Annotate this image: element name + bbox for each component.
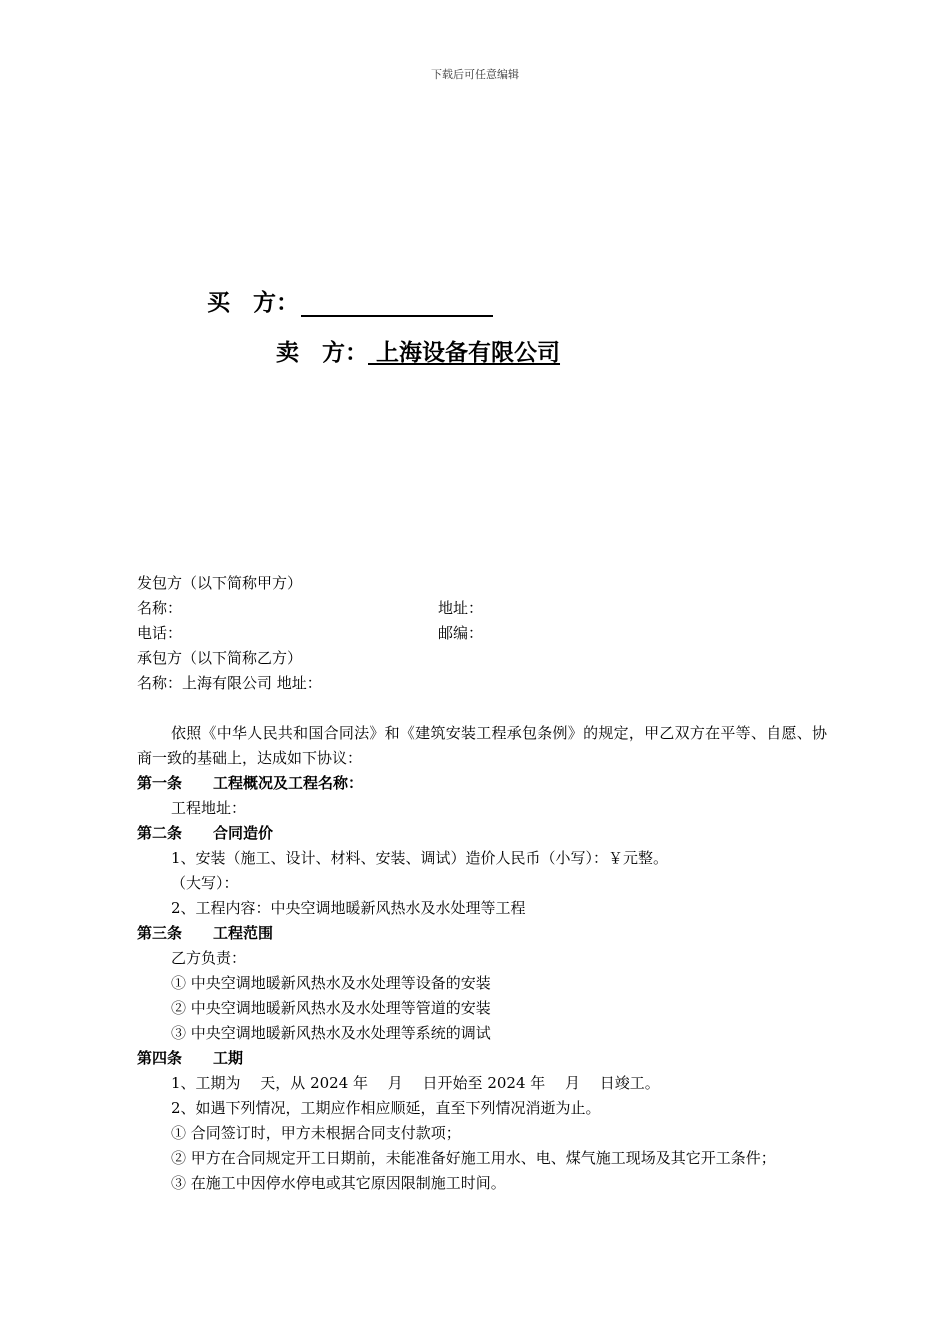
article-3-number: 第三条 [137,924,183,942]
buyer-label: 买 方： [207,290,299,316]
contract-body [137,571,827,1196]
article-4-line-1: 1、工期为 天，从 2024 年 月 日开始至 2024 年 月 日竣工。 [171,1074,660,1092]
article-2-line-2: （大写）： [171,874,239,892]
seller-name: 上海设备有限公司 [368,340,561,366]
blank-line [137,696,827,721]
article-4-line-2: 2、如遇下列情况，工期应作相应顺延，直至下列情况消逝为止。 [171,1099,601,1117]
article-3-line-1: 乙方负责： [171,949,247,967]
article-4-line-3: ① 合同签订时，甲方未根据合同支付款项； [171,1124,461,1142]
article-4-title: 工期 [213,1049,244,1067]
article-2-line-1: 1、安装（施工、设计、材料、安装、调试）造价人民币（小写）：￥元整。 [171,849,669,867]
intro-paragraph: 依照《中华人民共和国合同法》和《建筑安装工程承包条例》的规定，甲乙双方在平等、自愿、协商一致的基础上，达成如下协议： [137,724,827,767]
employer-phone-row [137,621,827,646]
article-1-number: 第一条 [137,774,183,792]
header-note: 下载后可任意编辑 [431,68,519,81]
article-3-line-2: ① 中央空调地暖新风热水及水处理等设备的安装 [171,974,491,992]
employer-address-label: 地址： [438,599,484,617]
employer-phone-label: 电话： [137,624,183,642]
seller-label: 卖 方： [276,340,368,366]
article-2-line-3: 2、工程内容：中央空调地暖新风热水及水处理等工程 [171,899,526,917]
article-1-heading [137,771,827,796]
seller-line [276,334,560,367]
article-1-line-1: 工程地址： [171,799,247,817]
contractor-heading: 承包方（以下简称乙方） [137,649,303,667]
employer-heading: 发包方（以下简称甲方） [137,574,303,592]
buyer-blank [301,289,493,317]
article-2-heading [137,821,827,846]
article-3-line-4: ③ 中央空调地暖新风热水及水处理等系统的调试 [171,1024,491,1042]
employer-postcode-label: 邮编： [438,624,484,642]
article-1-title: 工程概况及工程名称： [213,774,364,792]
article-2-title: 合同造价 [213,824,274,842]
employer-name-label: 名称： [137,599,183,617]
article-4-number: 第四条 [137,1049,183,1067]
article-3-line-3: ② 中央空调地暖新风热水及水处理等管道的安装 [171,999,491,1017]
buyer-line [207,284,493,317]
article-4-line-4: ② 甲方在合同规定开工日期前，未能准备好施工用水、电、煤气施工现场及其它开工条件； [171,1149,776,1167]
article-3-title: 工程范围 [213,924,274,942]
contractor-name-line: 名称：上海有限公司 地址： [137,674,322,692]
article-4-heading [137,1046,827,1071]
article-3-heading [137,921,827,946]
article-2-number: 第二条 [137,824,183,842]
article-4-line-5: ③ 在施工中因停水停电或其它原因限制施工时间。 [171,1174,506,1192]
employer-name-row [137,596,827,621]
